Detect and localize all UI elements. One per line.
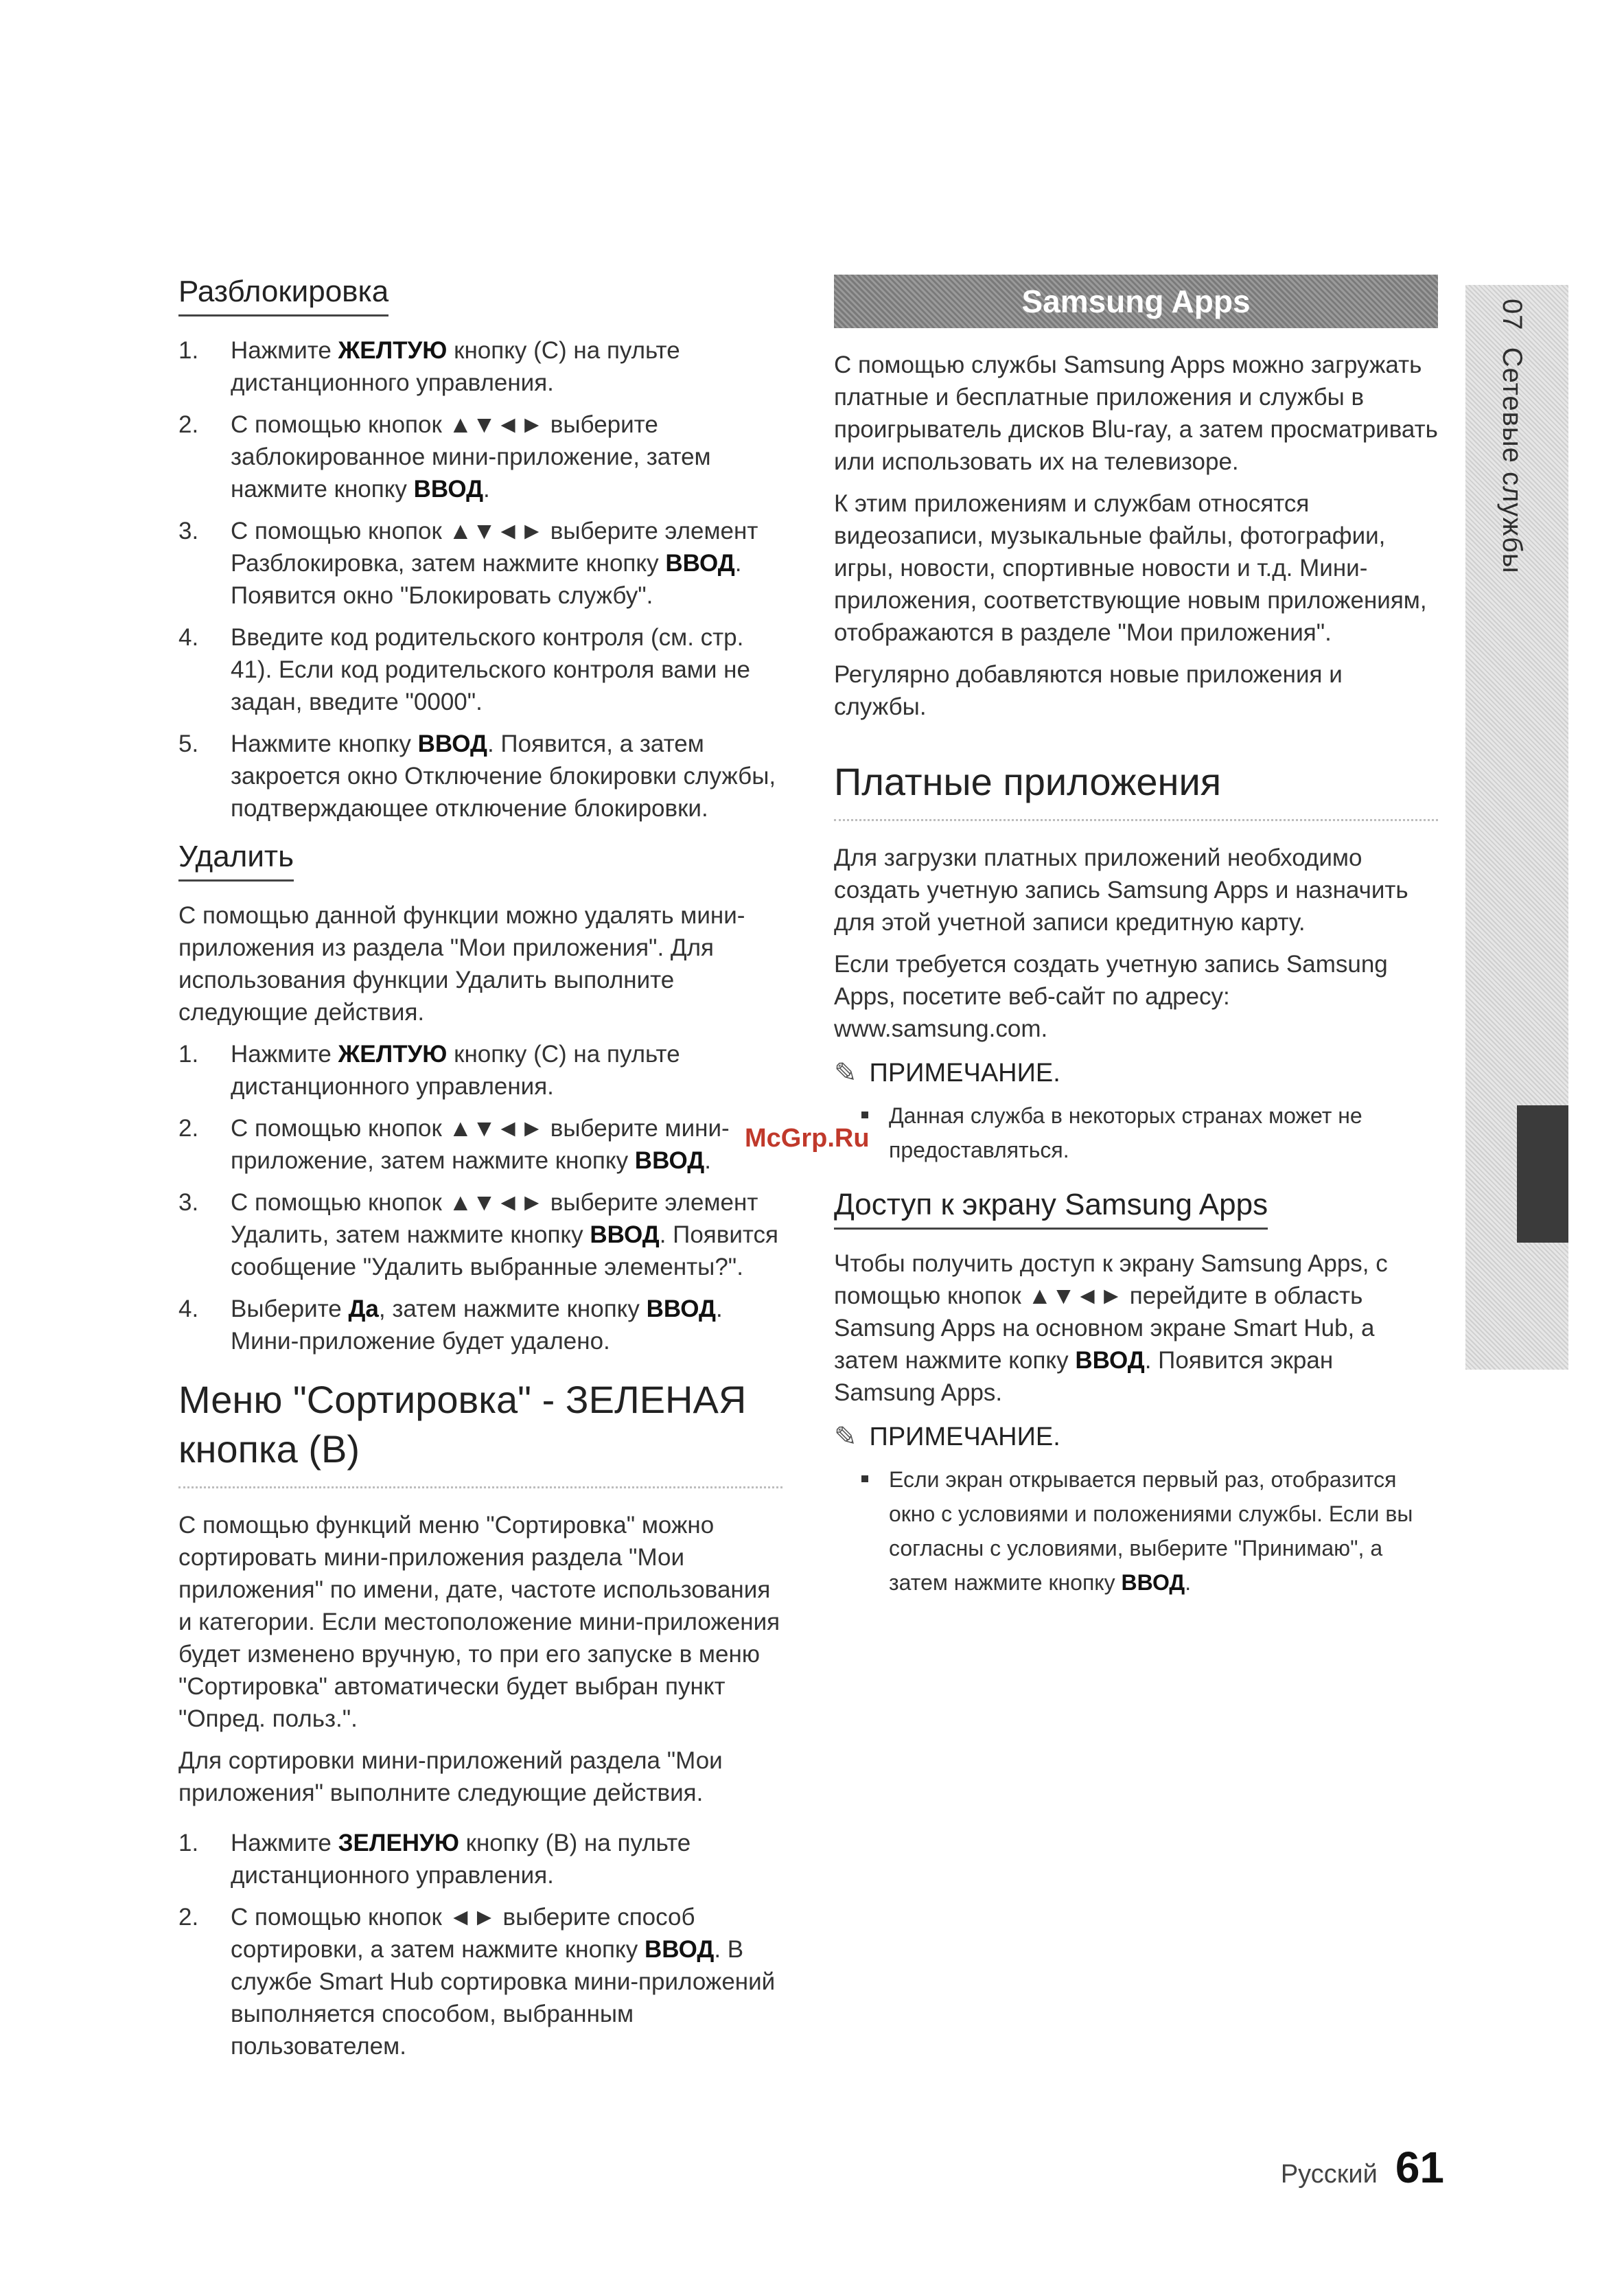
paid-apps-paragraph-1: Для загрузки платных приложений необходимо создать учетную запись Samsung Apps и назначить для этой учетной записи кредитную карту. xyxy=(834,844,1408,936)
step-number: 5. xyxy=(178,730,199,757)
access-note-list xyxy=(834,1462,1438,1600)
footer-language: Русский xyxy=(1280,2160,1378,2189)
step-number: 4. xyxy=(178,1296,199,1322)
sort-heading: Меню "Сортировка" - ЗЕЛЕНАЯ кнопка (B) xyxy=(178,1378,747,1471)
paid-apps-note-list xyxy=(834,1098,1438,1167)
emphasis: ВВОД xyxy=(646,1296,716,1322)
chapter-title: Сетевые службы xyxy=(1497,347,1527,574)
step-item xyxy=(178,334,782,399)
delete-heading: Удалить xyxy=(178,840,294,882)
step-number: 3. xyxy=(178,1189,199,1216)
step-number: 3. xyxy=(178,518,199,544)
sort-steps xyxy=(178,1827,782,2062)
apps-paragraph-1: С помощью службы Samsung Apps можно загружать платные и бесплатные приложения и службы в проигрыватель дисков Blu-ray, а затем просматривать или использовать их на телевизоре. xyxy=(834,352,1438,475)
delete-intro: С помощью данной функции можно удалять мини-приложения из раздела "Мои приложения". Для использования функции Удалить выполните следующие действия. xyxy=(178,902,745,1026)
step-item xyxy=(178,728,782,825)
step-text: Нажмите ЖЕЛТУЮ кнопку (С) на пульте дистанционного управления. xyxy=(231,1041,680,1100)
emphasis: ВВОД xyxy=(634,1147,705,1174)
access-note-heading xyxy=(834,1421,1438,1453)
unlock-section xyxy=(178,275,782,825)
emphasis: ВВОД xyxy=(413,476,484,503)
step-number: 1. xyxy=(178,337,199,364)
samsung-apps-banner: Samsung Apps xyxy=(834,275,1438,328)
step-text: С помощью кнопок ▲▼◄► выберите заблокированное мини-приложение, затем нажмите кнопку ВВОД. xyxy=(231,411,711,503)
chapter-tab-marker xyxy=(1517,1105,1568,1243)
access-paragraph: Чтобы получить доступ к экрану Samsung Apps, с помощью кнопок ▲▼◄► перейдите в область Samsung Apps на основном экране Smart Hub, а затем нажмите копку ВВОД. Появится экран Samsung Apps. xyxy=(834,1250,1388,1406)
step-item xyxy=(178,408,782,505)
step-item xyxy=(178,1112,782,1177)
step-item xyxy=(178,1827,782,1891)
page-footer xyxy=(1281,2142,1444,2193)
note-label: ПРИМЕЧАНИЕ. xyxy=(869,1422,1060,1451)
note-item: Данная служба в некоторых странах может не предоставляться. xyxy=(889,1098,1438,1167)
sort-section xyxy=(178,1375,782,2062)
chapter-label xyxy=(1496,299,1527,574)
step-number: 4. xyxy=(178,624,199,651)
pencil-icon: ✎ xyxy=(834,1422,857,1452)
emphasis: ВВОД xyxy=(1121,1570,1185,1595)
step-text: Выберите Да, затем нажмите кнопку ВВОД. Мини-приложение будет удалено. xyxy=(231,1296,723,1355)
step-number: 1. xyxy=(178,1041,199,1068)
access-heading: Доступ к экрану Samsung Apps xyxy=(834,1188,1268,1230)
step-text: С помощью кнопок ▲▼◄► выберите мини-приложение, затем нажмите кнопку ВВОД. xyxy=(231,1115,730,1174)
step-text: Нажмите кнопку ВВОД. Появится, а затем закроется окно Отключение блокировки службы, подтверждающее отключение блокировки. xyxy=(231,730,776,822)
step-text: Нажмите ЖЕЛТУЮ кнопку (С) на пульте дистанционного управления. xyxy=(231,337,680,396)
paid-apps-paragraph-2: Если требуется создать учетную запись Samsung Apps, посетите веб-сайт по адресу: www.samsung.com. xyxy=(834,951,1388,1042)
step-item xyxy=(178,1186,782,1283)
paid-apps-note-heading xyxy=(834,1057,1438,1089)
step-item xyxy=(178,1293,782,1357)
step-item xyxy=(178,1901,782,2062)
step-text: Введите код родительского контроля (см. стр. 41). Если код родительского контроля вами не задан, введите "0000". xyxy=(231,624,750,715)
step-text: С помощью кнопок ▲▼◄► выберите элемент Разблокировка, затем нажмите кнопку ВВОД. Появится окно "Блокировать службу". xyxy=(231,518,758,609)
step-number: 1. xyxy=(178,1830,199,1856)
note-label: ПРИМЕЧАНИЕ. xyxy=(869,1058,1060,1087)
chapter-number: 07 xyxy=(1497,299,1527,331)
right-column xyxy=(834,275,1438,1616)
delete-section xyxy=(178,840,782,1357)
emphasis: Да xyxy=(348,1296,379,1322)
paid-apps-heading-rule xyxy=(834,819,1438,821)
step-text: Нажмите ЗЕЛЕНУЮ кнопку (В) на пульте дистанционного управления. xyxy=(231,1830,691,1889)
chapter-side-tab xyxy=(1465,285,1568,1370)
sort-heading-rule xyxy=(178,1486,782,1488)
step-item xyxy=(178,1038,782,1103)
apps-paragraph-2: К этим приложениям и службам относятся видеозаписи, музыкальные файлы, фотографии, игры, новости, спортивные новости и т.д. Мини-приложения, соответствующие новым приложениям, отображаются в разделе "Мои приложения". xyxy=(834,490,1427,646)
note-item: Если экран открывается первый раз, отобразится окно с условиями и положениями службы. Если вы согласны с условиями, выберите "Принимаю", а затем нажмите кнопку ВВОД. xyxy=(889,1462,1438,1600)
step-number: 2. xyxy=(178,1904,199,1931)
paid-apps-section xyxy=(834,757,1438,1167)
step-text: С помощью кнопок ▲▼◄► выберите элемент Удалить, затем нажмите кнопку ВВОД. Появится сообщение "Удалить выбранные элементы?". xyxy=(231,1189,778,1280)
emphasis: ВВОД xyxy=(590,1221,660,1248)
paid-apps-heading: Платные приложения xyxy=(834,760,1222,803)
unlock-steps xyxy=(178,334,782,825)
delete-steps xyxy=(178,1038,782,1357)
access-section xyxy=(834,1188,1438,1600)
step-item xyxy=(178,621,782,718)
emphasis: ЖЕЛТУЮ xyxy=(338,1041,448,1068)
sort-paragraph-1: С помощью функций меню "Сортировка" можно сортировать мини-приложения раздела "Мои приложения" по имени, дате, частоте использования и категории. Если местоположение мини-приложения будет изменено вручную, то при его запуске в меню "Сортировка" автоматически будет выбран пункт "Опред. польз.". xyxy=(178,1512,780,1732)
emphasis: ЗЕЛЕНУЮ xyxy=(338,1830,459,1856)
emphasis: ВВОД xyxy=(644,1936,715,1963)
step-text: С помощью кнопок ◄► выберите способ сортировки, а затем нажмите кнопку ВВОД. В службе Smart Hub сортировка мини-приложений выполняется способом, выбранным пользователем. xyxy=(231,1904,776,2060)
unlock-heading: Разблокировка xyxy=(178,275,388,316)
watermark: McGrp.Ru xyxy=(745,1124,870,1153)
step-item xyxy=(178,515,782,612)
emphasis: ЖЕЛТУЮ xyxy=(338,337,448,364)
apps-paragraph-3: Регулярно добавляются новые приложения и службы. xyxy=(834,661,1343,720)
emphasis: ВВОД xyxy=(665,550,735,577)
emphasis: ВВОД xyxy=(417,730,487,757)
step-number: 2. xyxy=(178,1115,199,1142)
step-number: 2. xyxy=(178,411,199,438)
left-column xyxy=(178,275,782,2077)
sort-paragraph-2: Для сортировки мини-приложений раздела "Мои приложения" выполните следующие действия. xyxy=(178,1747,723,1806)
pencil-icon: ✎ xyxy=(834,1058,857,1088)
page-number: 61 xyxy=(1395,2143,1444,2192)
emphasis: ВВОД xyxy=(1075,1347,1145,1374)
